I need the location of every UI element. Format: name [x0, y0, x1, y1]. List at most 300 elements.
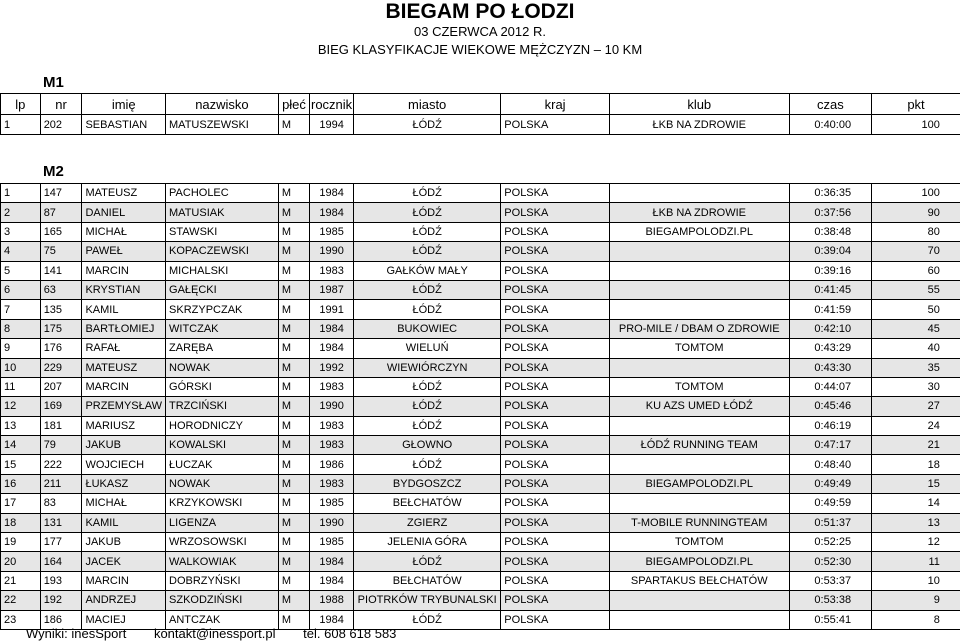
cell-birth-year: 1984 — [310, 571, 354, 590]
cell-birth-year: 1984 — [310, 610, 354, 629]
cell-first-name: SEBASTIAN — [82, 115, 166, 135]
cell-city: ŁÓDŹ — [354, 184, 501, 203]
cell-birth-year: 1984 — [310, 552, 354, 571]
cell-birth-year: 1991 — [310, 300, 354, 319]
table-row — [1, 474, 960, 493]
cell-sex: M — [278, 203, 309, 222]
cell-first-name: PAWEŁ — [82, 242, 166, 261]
cell-country: POLSKA — [501, 591, 610, 610]
cell-lp: 2 — [1, 203, 41, 222]
cell-points: 10 — [872, 571, 960, 590]
cell-time: 0:43:30 — [789, 358, 872, 377]
cell-country: POLSKA — [501, 261, 610, 280]
cell-last-name: TRZCIŃSKI — [166, 397, 279, 416]
cell-lp: 14 — [1, 436, 41, 455]
cell-last-name: WITCZAK — [166, 319, 279, 338]
cell-nr: 192 — [40, 591, 82, 610]
cell-lp: 5 — [1, 261, 41, 280]
table-row — [1, 242, 960, 261]
cell-birth-year: 1994 — [310, 115, 354, 135]
cell-city: GAŁKÓW MAŁY — [354, 261, 501, 280]
cell-sex: M — [278, 184, 309, 203]
cell-time: 0:43:29 — [789, 339, 872, 358]
cell-club: TOMTOM — [609, 377, 789, 396]
cell-club: SPARTAKUS BEŁCHATÓW — [609, 571, 789, 590]
cell-first-name: MICHAŁ — [82, 494, 166, 513]
cell-birth-year: 1985 — [310, 222, 354, 241]
cell-first-name: WOJCIECH — [82, 455, 166, 474]
cell-last-name: LIGENZA — [166, 513, 279, 532]
event-date: 03 CZERWCA 2012 R. — [414, 24, 546, 39]
cell-city: ŁÓDŹ — [354, 552, 501, 571]
cell-country: POLSKA — [501, 436, 610, 455]
cell-sex: M — [278, 591, 309, 610]
cell-sex: M — [278, 242, 309, 261]
cell-city: ŁÓDŹ — [354, 280, 501, 299]
cell-lp: 10 — [1, 358, 41, 377]
cell-country: POLSKA — [501, 533, 610, 552]
cell-points: 15 — [872, 474, 960, 493]
cell-time: 0:47:17 — [789, 436, 872, 455]
cell-nr: 131 — [40, 513, 82, 532]
cell-city: ŁÓDŹ — [354, 222, 501, 241]
cell-first-name: KAMIL — [82, 513, 166, 532]
cell-points: 12 — [872, 533, 960, 552]
cell-birth-year: 1984 — [310, 339, 354, 358]
cell-last-name: SZKODZIŃSKI — [166, 591, 279, 610]
cell-sex: M — [278, 416, 309, 435]
cell-sex: M — [278, 610, 309, 629]
cell-time: 0:41:45 — [789, 280, 872, 299]
cell-first-name: MARCIN — [82, 377, 166, 396]
cell-country: POLSKA — [501, 222, 610, 241]
cell-club: TOMTOM — [609, 533, 789, 552]
column-header-birth-year: rocznik — [310, 94, 354, 115]
cell-first-name: MACIEJ — [82, 610, 166, 629]
cell-nr: 175 — [40, 319, 82, 338]
cell-points: 60 — [872, 261, 960, 280]
cell-time: 0:45:46 — [789, 397, 872, 416]
cell-nr: 63 — [40, 280, 82, 299]
cell-time: 0:37:56 — [789, 203, 872, 222]
cell-first-name: JAKUB — [82, 436, 166, 455]
cell-last-name: GÓRSKI — [166, 377, 279, 396]
cell-lp: 1 — [1, 184, 41, 203]
results-table-m2 — [0, 183, 960, 630]
cell-time: 0:46:19 — [789, 416, 872, 435]
cell-nr: 229 — [40, 358, 82, 377]
cell-time: 0:39:16 — [789, 261, 872, 280]
table-row — [1, 339, 960, 358]
column-header-country: kraj — [501, 94, 610, 115]
cell-country: POLSKA — [501, 115, 610, 135]
cell-nr: 169 — [40, 397, 82, 416]
cell-last-name: NOWAK — [166, 474, 279, 493]
table-row — [1, 358, 960, 377]
cell-nr: 207 — [40, 377, 82, 396]
table-row — [1, 552, 960, 571]
cell-country: POLSKA — [501, 416, 610, 435]
table-row — [1, 416, 960, 435]
cell-last-name: ANTCZAK — [166, 610, 279, 629]
cell-birth-year: 1984 — [310, 203, 354, 222]
cell-first-name: ANDRZEJ — [82, 591, 166, 610]
cell-club — [609, 494, 789, 513]
column-header-city: miasto — [354, 94, 501, 115]
cell-country: POLSKA — [501, 552, 610, 571]
cell-lp: 13 — [1, 416, 41, 435]
cell-last-name: ŁUCZAK — [166, 455, 279, 474]
cell-nr: 147 — [40, 184, 82, 203]
cell-birth-year: 1990 — [310, 397, 354, 416]
cell-club: ŁKB NA ZDROWIE — [609, 115, 789, 135]
cell-lp: 16 — [1, 474, 41, 493]
cell-city: ŁÓDŹ — [354, 610, 501, 629]
cell-last-name: WALKOWIAK — [166, 552, 279, 571]
cell-sex: M — [278, 533, 309, 552]
cell-club — [609, 300, 789, 319]
cell-points: 11 — [872, 552, 960, 571]
cell-first-name: MARCIN — [82, 571, 166, 590]
cell-nr: 164 — [40, 552, 82, 571]
cell-lp: 19 — [1, 533, 41, 552]
table-row — [1, 115, 960, 135]
footer-results: Wyniki: inesSport — [26, 626, 127, 641]
cell-points: 90 — [872, 203, 960, 222]
cell-city: GŁOWNO — [354, 436, 501, 455]
cell-first-name: ŁUKASZ — [82, 474, 166, 493]
cell-sex: M — [278, 436, 309, 455]
cell-club — [609, 280, 789, 299]
cell-time: 0:49:59 — [789, 494, 872, 513]
cell-country: POLSKA — [501, 203, 610, 222]
column-header-first-name: imię — [82, 94, 166, 115]
cell-nr: 176 — [40, 339, 82, 358]
cell-first-name: RAFAŁ — [82, 339, 166, 358]
cell-city: ZGIERZ — [354, 513, 501, 532]
cell-nr: 165 — [40, 222, 82, 241]
cell-club: T-MOBILE RUNNINGTEAM — [609, 513, 789, 532]
cell-club: BIEGAMPOLODZI.PL — [609, 222, 789, 241]
cell-nr: 75 — [40, 242, 82, 261]
cell-club: BIEGAMPOLODZI.PL — [609, 552, 789, 571]
cell-nr: 87 — [40, 203, 82, 222]
cell-last-name: KRZYKOWSKI — [166, 494, 279, 513]
cell-nr: 177 — [40, 533, 82, 552]
cell-last-name: PACHOLEC — [166, 184, 279, 203]
cell-club: PRO-MILE / DBAM O ZDROWIE — [609, 319, 789, 338]
column-header-club: klub — [609, 94, 789, 115]
cell-birth-year: 1986 — [310, 455, 354, 474]
cell-lp: 8 — [1, 319, 41, 338]
cell-city: PIOTRKÓW TRYBUNALSKI — [354, 591, 501, 610]
column-header-time: czas — [789, 94, 872, 115]
cell-club — [609, 416, 789, 435]
cell-points: 45 — [872, 319, 960, 338]
cell-first-name: PRZEMYSŁAW — [82, 397, 166, 416]
cell-city: ŁÓDŹ — [354, 416, 501, 435]
table-row — [1, 571, 960, 590]
table-row — [1, 377, 960, 396]
cell-last-name: MATUSIAK — [166, 203, 279, 222]
cell-sex: M — [278, 280, 309, 299]
cell-first-name: MICHAŁ — [82, 222, 166, 241]
cell-last-name: KOPACZEWSKI — [166, 242, 279, 261]
cell-country: POLSKA — [501, 571, 610, 590]
cell-city: JELENIA GÓRA — [354, 533, 501, 552]
cell-nr: 202 — [40, 115, 82, 135]
cell-sex: M — [278, 300, 309, 319]
cell-lp: 15 — [1, 455, 41, 474]
cell-city: ŁÓDŹ — [354, 203, 501, 222]
cell-first-name: MATEUSZ — [82, 358, 166, 377]
cell-city: ŁÓDŹ — [354, 397, 501, 416]
page-subtitle: BIEG KLASYFIKACJE WIEKOWE MĘŻCZYZN – 10 KM — [317, 42, 643, 57]
cell-lp: 6 — [1, 280, 41, 299]
cell-first-name: DANIEL — [82, 203, 166, 222]
cell-points: 80 — [872, 222, 960, 241]
cell-country: POLSKA — [501, 339, 610, 358]
cell-nr: 135 — [40, 300, 82, 319]
cell-country: POLSKA — [501, 474, 610, 493]
cell-nr: 79 — [40, 436, 82, 455]
cell-nr: 83 — [40, 494, 82, 513]
table-row — [1, 300, 960, 319]
cell-country: POLSKA — [501, 610, 610, 629]
cell-points: 13 — [872, 513, 960, 532]
cell-time: 0:52:25 — [789, 533, 872, 552]
cell-time: 0:42:10 — [789, 319, 872, 338]
cell-lp: 4 — [1, 242, 41, 261]
footer-contact: kontakt@inessport.pl — [153, 626, 276, 641]
cell-points: 35 — [872, 358, 960, 377]
table-row — [1, 455, 960, 474]
results-table-m1 — [0, 93, 960, 135]
table-row — [1, 203, 960, 222]
cell-city: WIELUŃ — [354, 339, 501, 358]
footer-phone: tel. 608 618 583 — [303, 626, 397, 641]
cell-points: 100 — [872, 115, 960, 135]
cell-time: 0:52:30 — [789, 552, 872, 571]
cell-points: 50 — [872, 300, 960, 319]
cell-points: 24 — [872, 416, 960, 435]
cell-lp: 17 — [1, 494, 41, 513]
cell-time: 0:40:00 — [789, 115, 872, 135]
cell-city: ŁÓDŹ — [354, 115, 501, 135]
table-row — [1, 591, 960, 610]
cell-birth-year: 1984 — [310, 184, 354, 203]
cell-country: POLSKA — [501, 242, 610, 261]
cell-club — [609, 610, 789, 629]
cell-birth-year: 1983 — [310, 474, 354, 493]
cell-sex: M — [278, 397, 309, 416]
cell-sex: M — [278, 339, 309, 358]
table-row — [1, 261, 960, 280]
cell-birth-year: 1983 — [310, 416, 354, 435]
cell-points: 27 — [872, 397, 960, 416]
cell-city: ŁÓDŹ — [354, 300, 501, 319]
cell-time: 0:49:49 — [789, 474, 872, 493]
cell-time: 0:38:48 — [789, 222, 872, 241]
cell-first-name: MARCIN — [82, 261, 166, 280]
cell-last-name: DOBRZYŃSKI — [166, 571, 279, 590]
cell-sex: M — [278, 455, 309, 474]
cell-sex: M — [278, 377, 309, 396]
cell-country: POLSKA — [501, 184, 610, 203]
cell-first-name: KRYSTIAN — [82, 280, 166, 299]
cell-last-name: MICHALSKI — [166, 261, 279, 280]
cell-birth-year: 1983 — [310, 377, 354, 396]
cell-sex: M — [278, 222, 309, 241]
cell-first-name: MARIUSZ — [82, 416, 166, 435]
cell-time: 0:53:37 — [789, 571, 872, 590]
cell-birth-year: 1987 — [310, 280, 354, 299]
cell-club: ŁKB NA ZDROWIE — [609, 203, 789, 222]
cell-last-name: KOWALSKI — [166, 436, 279, 455]
cell-birth-year: 1983 — [310, 436, 354, 455]
cell-city: ŁÓDŹ — [354, 242, 501, 261]
cell-club — [609, 455, 789, 474]
cell-birth-year: 1992 — [310, 358, 354, 377]
cell-birth-year: 1990 — [310, 242, 354, 261]
cell-club: KU AZS UMED ŁÓDŹ — [609, 397, 789, 416]
cell-lp: 21 — [1, 571, 41, 590]
cell-lp: 22 — [1, 591, 41, 610]
table-row — [1, 494, 960, 513]
cell-points: 8 — [872, 610, 960, 629]
cell-city: BUKOWIEC — [354, 319, 501, 338]
cell-lp: 7 — [1, 300, 41, 319]
cell-points: 18 — [872, 455, 960, 474]
cell-last-name: WRZOSOWSKI — [166, 533, 279, 552]
cell-sex: M — [278, 513, 309, 532]
table-row — [1, 397, 960, 416]
cell-nr: 141 — [40, 261, 82, 280]
cell-first-name: JAKUB — [82, 533, 166, 552]
cell-country: POLSKA — [501, 280, 610, 299]
column-header-nr: nr — [40, 94, 82, 115]
cell-club — [609, 261, 789, 280]
cell-nr: 181 — [40, 416, 82, 435]
cell-club: TOMTOM — [609, 339, 789, 358]
cell-lp: 9 — [1, 339, 41, 358]
cell-club — [609, 591, 789, 610]
table-header-row — [1, 94, 960, 115]
cell-time: 0:39:04 — [789, 242, 872, 261]
cell-city: ŁÓDŹ — [354, 377, 501, 396]
cell-country: POLSKA — [501, 377, 610, 396]
cell-city: WIEWIÓRCZYN — [354, 358, 501, 377]
cell-club — [609, 242, 789, 261]
cell-last-name: NOWAK — [166, 358, 279, 377]
cell-time: 0:48:40 — [789, 455, 872, 474]
cell-nr: 222 — [40, 455, 82, 474]
table-row — [1, 280, 960, 299]
cell-lp: 20 — [1, 552, 41, 571]
cell-sex: M — [278, 261, 309, 280]
footer — [26, 626, 420, 641]
cell-last-name: ZARĘBA — [166, 339, 279, 358]
cell-points: 100 — [872, 184, 960, 203]
cell-time: 0:53:38 — [789, 591, 872, 610]
cell-birth-year: 1985 — [310, 494, 354, 513]
cell-country: POLSKA — [501, 319, 610, 338]
cell-time: 0:41:59 — [789, 300, 872, 319]
cell-points: 30 — [872, 377, 960, 396]
table-row — [1, 513, 960, 532]
column-header-lp: lp — [1, 94, 41, 115]
cell-birth-year: 1983 — [310, 261, 354, 280]
cell-birth-year: 1990 — [310, 513, 354, 532]
cell-sex: M — [278, 474, 309, 493]
group-label-m1: M1 — [43, 74, 64, 91]
cell-last-name: SKRZYPCZAK — [166, 300, 279, 319]
cell-sex: M — [278, 115, 309, 135]
group-label-m2: M2 — [43, 163, 64, 180]
cell-points: 40 — [872, 339, 960, 358]
cell-sex: M — [278, 319, 309, 338]
cell-club: ŁÓDŹ RUNNING TEAM — [609, 436, 789, 455]
cell-country: POLSKA — [501, 455, 610, 474]
cell-points: 21 — [872, 436, 960, 455]
cell-sex: M — [278, 552, 309, 571]
cell-points: 55 — [872, 280, 960, 299]
cell-country: POLSKA — [501, 397, 610, 416]
cell-sex: M — [278, 494, 309, 513]
cell-first-name: MATEUSZ — [82, 184, 166, 203]
cell-lp: 12 — [1, 397, 41, 416]
cell-time: 0:36:35 — [789, 184, 872, 203]
cell-last-name: MATUSZEWSKI — [166, 115, 279, 135]
cell-first-name: BARTŁOMIEJ — [82, 319, 166, 338]
cell-sex: M — [278, 571, 309, 590]
cell-first-name: JACEK — [82, 552, 166, 571]
cell-time: 0:55:41 — [789, 610, 872, 629]
table-row — [1, 184, 960, 203]
cell-time: 0:44:07 — [789, 377, 872, 396]
column-header-sex: płeć — [278, 94, 309, 115]
cell-city: BEŁCHATÓW — [354, 571, 501, 590]
cell-points: 70 — [872, 242, 960, 261]
column-header-last-name: nazwisko — [166, 94, 279, 115]
cell-last-name: HORODNICZY — [166, 416, 279, 435]
table-row — [1, 222, 960, 241]
cell-country: POLSKA — [501, 513, 610, 532]
cell-birth-year: 1988 — [310, 591, 354, 610]
cell-club — [609, 358, 789, 377]
page-title: BIEGAM PO ŁODZI — [385, 0, 575, 23]
cell-points: 14 — [872, 494, 960, 513]
cell-club: BIEGAMPOLODZI.PL — [609, 474, 789, 493]
cell-lp: 3 — [1, 222, 41, 241]
cell-sex: M — [278, 358, 309, 377]
column-header-points: pkt — [872, 94, 960, 115]
cell-lp: 18 — [1, 513, 41, 532]
cell-birth-year: 1984 — [310, 319, 354, 338]
cell-time: 0:51:37 — [789, 513, 872, 532]
cell-country: POLSKA — [501, 494, 610, 513]
table-row — [1, 319, 960, 338]
table-row — [1, 436, 960, 455]
cell-nr: 193 — [40, 571, 82, 590]
cell-nr: 186 — [40, 610, 82, 629]
cell-club — [609, 184, 789, 203]
cell-city: BEŁCHATÓW — [354, 494, 501, 513]
cell-first-name: KAMIL — [82, 300, 166, 319]
table-row — [1, 533, 960, 552]
cell-nr: 211 — [40, 474, 82, 493]
cell-last-name: GAŁĘCKI — [166, 280, 279, 299]
